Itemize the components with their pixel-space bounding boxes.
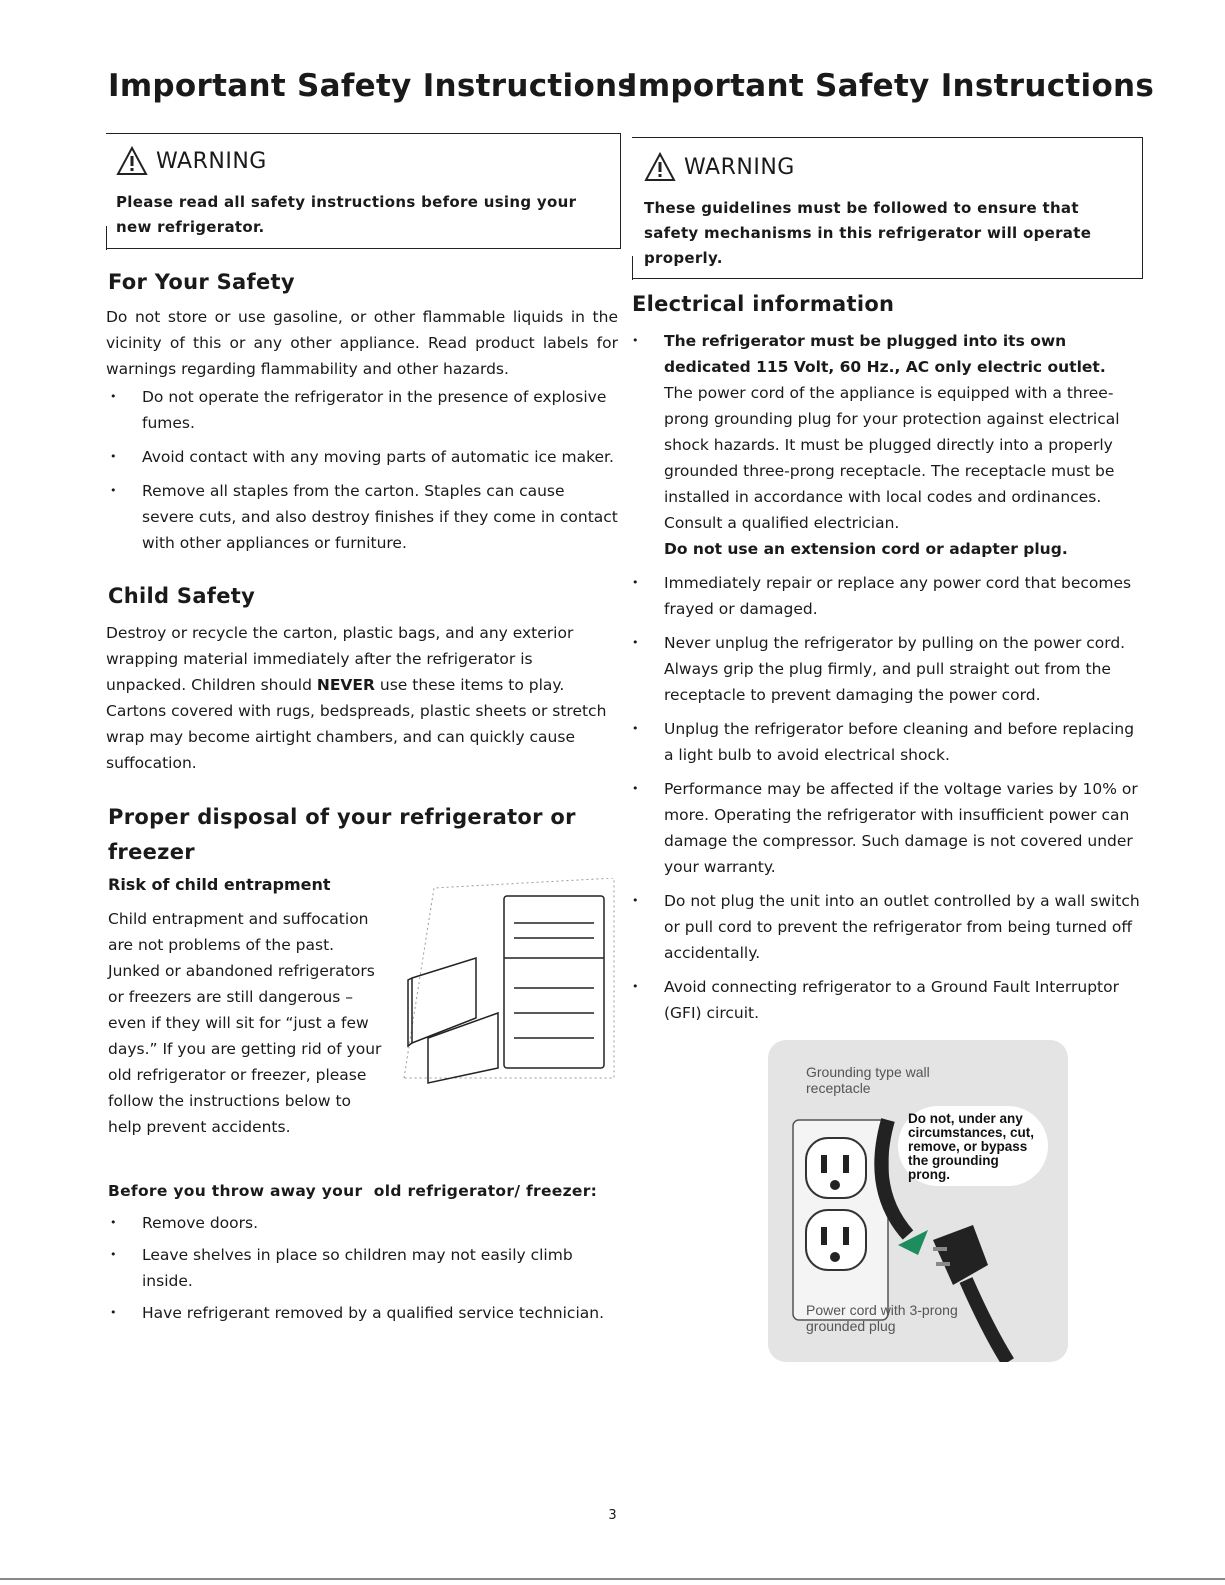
before-throw-heading: Before you throw away your old refrigerator/ freezer: [108, 1182, 598, 1200]
for-your-safety-intro: Do not store or use gasoline, or other flammable liquids in the vicinity of this or any other appliance. Read product labels for warnings regarding flammability and other hazards. [106, 308, 618, 378]
list-item: • Do not plug the unit into an outlet controlled by a wall switch or pull cord to prevent the refrigerator from being turned off accidentally. [628, 888, 1148, 966]
no-extension-cord: Do not use an extension cord or adapter plug. [664, 540, 1068, 558]
list-item: • Immediately repair or replace any power cord that becomes frayed or damaged. [628, 570, 1148, 622]
risk-subheading: Risk of child entrapment [108, 875, 331, 894]
list-item: • Never unplug the refrigerator by pulling on the power cord. Always grip the plug firmly, and pull straight out from the receptacle to prevent damaging the power cord. [628, 630, 1148, 708]
refrigerator-illustration [394, 878, 620, 1088]
outlet-requirement: The refrigerator must be plugged into its own dedicated 115 Volt, 60 Hz., AC only electric outlet. [664, 332, 1106, 376]
list-item: • Avoid contact with any moving parts of automatic ice maker. [106, 444, 618, 470]
warning-text: These guidelines must be followed to ensure that safety mechanisms in this refrigerator will operate properly. [644, 199, 1092, 267]
electrical-heading: Electrical information [632, 292, 895, 316]
disposal-list [106, 1210, 616, 1326]
power-cord-label: Power cord with 3-prong grounded plug [806, 1302, 958, 1334]
list-item: • Do not operate the refrigerator in the presence of explosive fumes. [106, 384, 618, 436]
warning-box-right [632, 137, 1143, 279]
grounding-figure [768, 1040, 1068, 1362]
warning-triangle-icon [644, 152, 676, 182]
child-safety-text-b: use these items to play. Cartons covered with rugs, bedspreads, plastic sheets or stretch wrap may become airtight chambers, and can quickly cause suffocation. [106, 676, 607, 772]
page-title-right: Important Safety Instructions [626, 68, 1155, 104]
for-your-safety-heading: For Your Safety [108, 270, 295, 294]
warning-triangle-icon [116, 146, 148, 176]
page-title-left: Important Safety Instructions [108, 68, 637, 104]
disposal-heading: Proper disposal of your refrigerator or freezer [108, 805, 576, 864]
grounding-prong-callout: Do not, under any circumstances, cut, remove, or bypass the grounding prong. [898, 1106, 1048, 1186]
list-item: • Performance may be affected if the voltage varies by 10% or more. Operating the refrigerator with insufficient power can damage the compressor. Such damage is not covered under your warranty. [628, 776, 1148, 880]
list-item: • Have refrigerant removed by a qualified service technician. [106, 1300, 616, 1326]
warning-box-left [106, 133, 621, 249]
list-item: • Avoid connecting refrigerator to a Ground Fault Interruptor (GFI) circuit. [628, 974, 1148, 1026]
receptacle-label: Grounding type wall receptacle [806, 1064, 930, 1096]
grounding-plug-text: The power cord of the appliance is equipped with a three-prong grounding plug for your protection against electrical shock hazards. It must be plugged directly into a properly grounded three-prong receptacle. The receptacle must be installed in accordance with local codes and ordinances. Consult a qualified electrician. [664, 384, 1120, 532]
child-safety-text [106, 620, 610, 776]
list-item: • Leave shelves in place so children may not easily climb inside. [106, 1242, 616, 1294]
list-item: • Unplug the refrigerator before cleaning and before replacing a light bulb to avoid electrical shock. [628, 716, 1148, 768]
list-item: • Remove all staples from the carton. Staples can cause severe cuts, and also destroy finishes if they come in contact with other appliances or furniture. [106, 478, 618, 556]
child-safety-text-a: Destroy or recycle the carton, plastic bags, and any exterior wrapping material immediately after the refrigerator is unpacked. Children should [106, 624, 574, 694]
list-item [628, 328, 1148, 562]
never-emphasis: NEVER [316, 676, 375, 694]
warning-heading [116, 146, 610, 176]
warning-heading [644, 152, 1132, 182]
page-number: 3 [608, 1508, 617, 1523]
entrapment-text: Child entrapment and suffocation are not problems of the past. Junked or abandoned refrigerators or freezers are still dangerous – even if they will sit for “just a few days.” If you are getting rid of your old refrigerator or freezer, please follow the instructions below to help prevent accidents. [108, 910, 382, 1136]
child-safety-heading: Child Safety [108, 584, 256, 608]
warning-text: Please read all safety instructions before using your new refrigerator. [116, 193, 577, 236]
warning-label: WARNING [684, 154, 795, 180]
electrical-list [628, 328, 1148, 1026]
list-item: • Remove doors. [106, 1210, 616, 1236]
bottom-rule [0, 1578, 1225, 1580]
warning-label: WARNING [156, 148, 267, 174]
for-your-safety-list [106, 384, 618, 556]
